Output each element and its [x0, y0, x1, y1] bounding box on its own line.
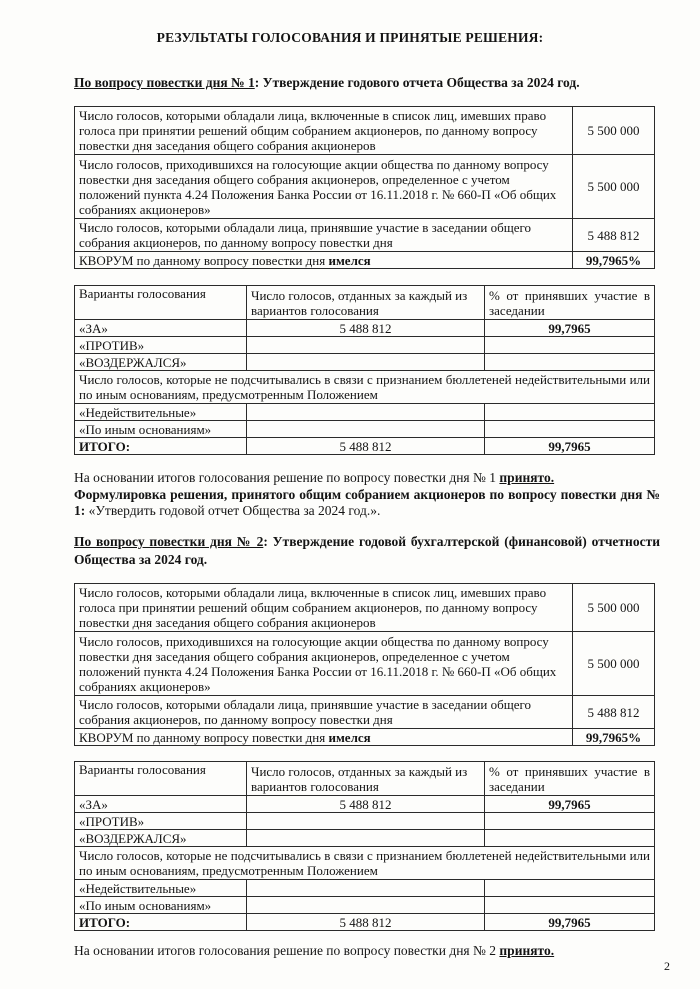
invalid-votes	[247, 404, 485, 421]
header-options: Варианты голосования	[75, 762, 247, 796]
participated-votes-value: 5 488 812	[573, 696, 655, 729]
invalid-label: «Недействительные»	[75, 404, 247, 421]
question-1-title: : Утверждение годового отчета Общества за 2024 год.	[254, 75, 580, 90]
against-votes	[247, 337, 485, 354]
for-label: «ЗА»	[75, 320, 247, 337]
decision-status: принято.	[499, 470, 555, 485]
question-1-votes-table	[74, 106, 655, 269]
page-title: РЕЗУЛЬТАТЫ ГОЛОСОВАНИЯ И ПРИНЯТЫЕ РЕШЕНИЯ:	[156, 30, 544, 45]
question-2-decision	[74, 943, 660, 959]
total-label: ИТОГО:	[75, 914, 247, 931]
for-percent: 99,7965	[485, 320, 655, 337]
other-votes	[247, 421, 485, 438]
question-2-votes-table	[74, 583, 655, 746]
against-votes	[247, 813, 485, 830]
table-row	[75, 584, 655, 632]
other-percent	[485, 897, 655, 914]
table-row	[75, 155, 655, 219]
header-percent: % от принявших участие в заседании	[485, 762, 655, 796]
for-votes: 5 488 812	[247, 796, 485, 813]
participated-votes-label: Число голосов, которыми обладали лица, принявшие участие в заседании общего собрания акционеров, по данному вопросу повестки дня	[75, 219, 573, 252]
quorum-value: 99,7965%	[573, 729, 655, 746]
other-label: «По иным основаниям»	[75, 897, 247, 914]
question-1-heading	[74, 74, 660, 92]
invalid-percent	[485, 404, 655, 421]
table-row	[75, 897, 655, 914]
decision-status: принято.	[499, 943, 555, 958]
question-2-title: : Утверждение годовой бухгалтерской (финансовой) отчетности Общества за 2024 год.	[74, 534, 660, 567]
for-percent: 99,7965	[485, 796, 655, 813]
table-row	[75, 219, 655, 252]
abstain-votes	[247, 830, 485, 847]
question-1-decision	[74, 470, 660, 486]
header-votes: Число голосов, отданных за каждый из вариантов голосования	[247, 762, 485, 796]
header-options: Варианты голосования	[75, 286, 247, 320]
question-1-formulation	[74, 487, 660, 519]
participated-votes-label: Число голосов, которыми обладали лица, принявшие участие в заседании общего собрания акционеров, по данному вопросу повестки дня	[75, 696, 573, 729]
eligible-votes-label: Число голосов, которыми обладали лица, включенные в список лиц, имевших право голоса при принятии решений общим собранием акционеров, по данному вопросу повестки дня заседания общего собрания акционеров	[75, 584, 573, 632]
voting-shares-value: 5 500 000	[573, 155, 655, 219]
against-percent	[485, 813, 655, 830]
abstain-label: «ВОЗДЕРЖАЛСЯ»	[75, 830, 247, 847]
question-2-label: По вопросу повестки дня № 2	[74, 534, 264, 549]
table-row	[75, 632, 655, 696]
quorum-label	[75, 252, 573, 269]
table-row	[75, 696, 655, 729]
quorum-text: КВОРУМ по данному вопросу повестки дня	[79, 252, 329, 268]
other-percent	[485, 421, 655, 438]
quorum-value: 99,7965%	[573, 252, 655, 269]
eligible-votes-value: 5 500 000	[573, 107, 655, 155]
voting-shares-value: 5 500 000	[573, 632, 655, 696]
table-row	[75, 847, 655, 880]
table-row	[75, 107, 655, 155]
other-votes	[247, 897, 485, 914]
decision-text: На основании итогов голосования решение по вопросу повестки дня № 2	[74, 943, 500, 958]
table-row	[75, 421, 655, 438]
table-row	[75, 354, 655, 371]
table-row	[75, 762, 655, 796]
for-label: «ЗА»	[75, 796, 247, 813]
invalid-label: «Недействительные»	[75, 880, 247, 897]
abstain-percent	[485, 830, 655, 847]
participated-votes-value: 5 488 812	[573, 219, 655, 252]
abstain-votes	[247, 354, 485, 371]
total-label: ИТОГО:	[75, 438, 247, 455]
header-votes: Число голосов, отданных за каждый из вариантов голосования	[247, 286, 485, 320]
question-2-heading	[74, 533, 660, 569]
page-number: 2	[664, 959, 670, 973]
invalid-percent	[485, 880, 655, 897]
eligible-votes-label: Число голосов, которыми обладали лица, включенные в список лиц, имевших право голоса при принятии решений общим собранием акционеров, по данному вопросу повестки дня заседания общего собрания акционеров	[75, 107, 573, 155]
table-row	[75, 729, 655, 746]
against-label: «ПРОТИВ»	[75, 337, 247, 354]
quorum-status: имелся	[328, 252, 371, 268]
table-row	[75, 813, 655, 830]
against-label: «ПРОТИВ»	[75, 813, 247, 830]
not-counted-label: Число голосов, которые не подсчитывались в связи с признанием бюллетеней недействительными или по иным основаниям, предусмотренным Положением	[75, 847, 655, 880]
question-2-results-table	[74, 761, 655, 931]
quorum-text: КВОРУМ по данному вопросу повестки дня	[79, 729, 329, 745]
total-percent: 99,7965	[485, 438, 655, 455]
abstain-percent	[485, 354, 655, 371]
table-row	[75, 880, 655, 897]
invalid-votes	[247, 880, 485, 897]
other-label: «По иным основаниям»	[75, 421, 247, 438]
quorum-status: имелся	[328, 729, 371, 745]
table-row	[75, 914, 655, 931]
voting-shares-label: Число голосов, приходившихся на голосующие акции общества по данному вопросу повестки дня заседания общего собрания акционеров, определенное с учетом положений пункта 4.24 Положения Банка России от 16.11.2018 г. № 660-П «Об общих собраниях акционеров»	[75, 632, 573, 696]
table-row	[75, 438, 655, 455]
against-percent	[485, 337, 655, 354]
abstain-label: «ВОЗДЕРЖАЛСЯ»	[75, 354, 247, 371]
question-1-label: По вопросу повестки дня № 1	[74, 75, 255, 90]
total-votes: 5 488 812	[247, 438, 485, 455]
eligible-votes-value: 5 500 000	[573, 584, 655, 632]
table-row	[75, 337, 655, 354]
for-votes: 5 488 812	[247, 320, 485, 337]
not-counted-label: Число голосов, которые не подсчитывались в связи с признанием бюллетеней недействительными или по иным основаниям, предусмотренным Положением	[75, 371, 655, 404]
table-row	[75, 320, 655, 337]
table-row	[75, 796, 655, 813]
decision-text: На основании итогов голосования решение по вопросу повестки дня № 1	[74, 470, 500, 485]
table-row	[75, 371, 655, 404]
formulation-label: Формулировка решения, принятого общим собранием акционеров по вопросу повестки дня № 1:	[74, 487, 660, 518]
total-percent: 99,7965	[485, 914, 655, 931]
table-row	[75, 286, 655, 320]
table-row	[75, 404, 655, 421]
formulation-text: «Утвердить годовой отчет Общества за 2024 год.».	[85, 503, 381, 518]
voting-shares-label: Число голосов, приходившихся на голосующие акции общества по данному вопросу повестки дня заседания общего собрания акционеров, определенное с учетом положений пункта 4.24 Положения Банка России от 16.11.2018 г. № 660-П «Об общих собраниях акционеров»	[75, 155, 573, 219]
table-row	[75, 252, 655, 269]
table-row	[75, 830, 655, 847]
total-votes: 5 488 812	[247, 914, 485, 931]
header-percent: % от принявших участие в заседании	[485, 286, 655, 320]
question-1-results-table	[74, 285, 655, 455]
quorum-label	[75, 729, 573, 746]
